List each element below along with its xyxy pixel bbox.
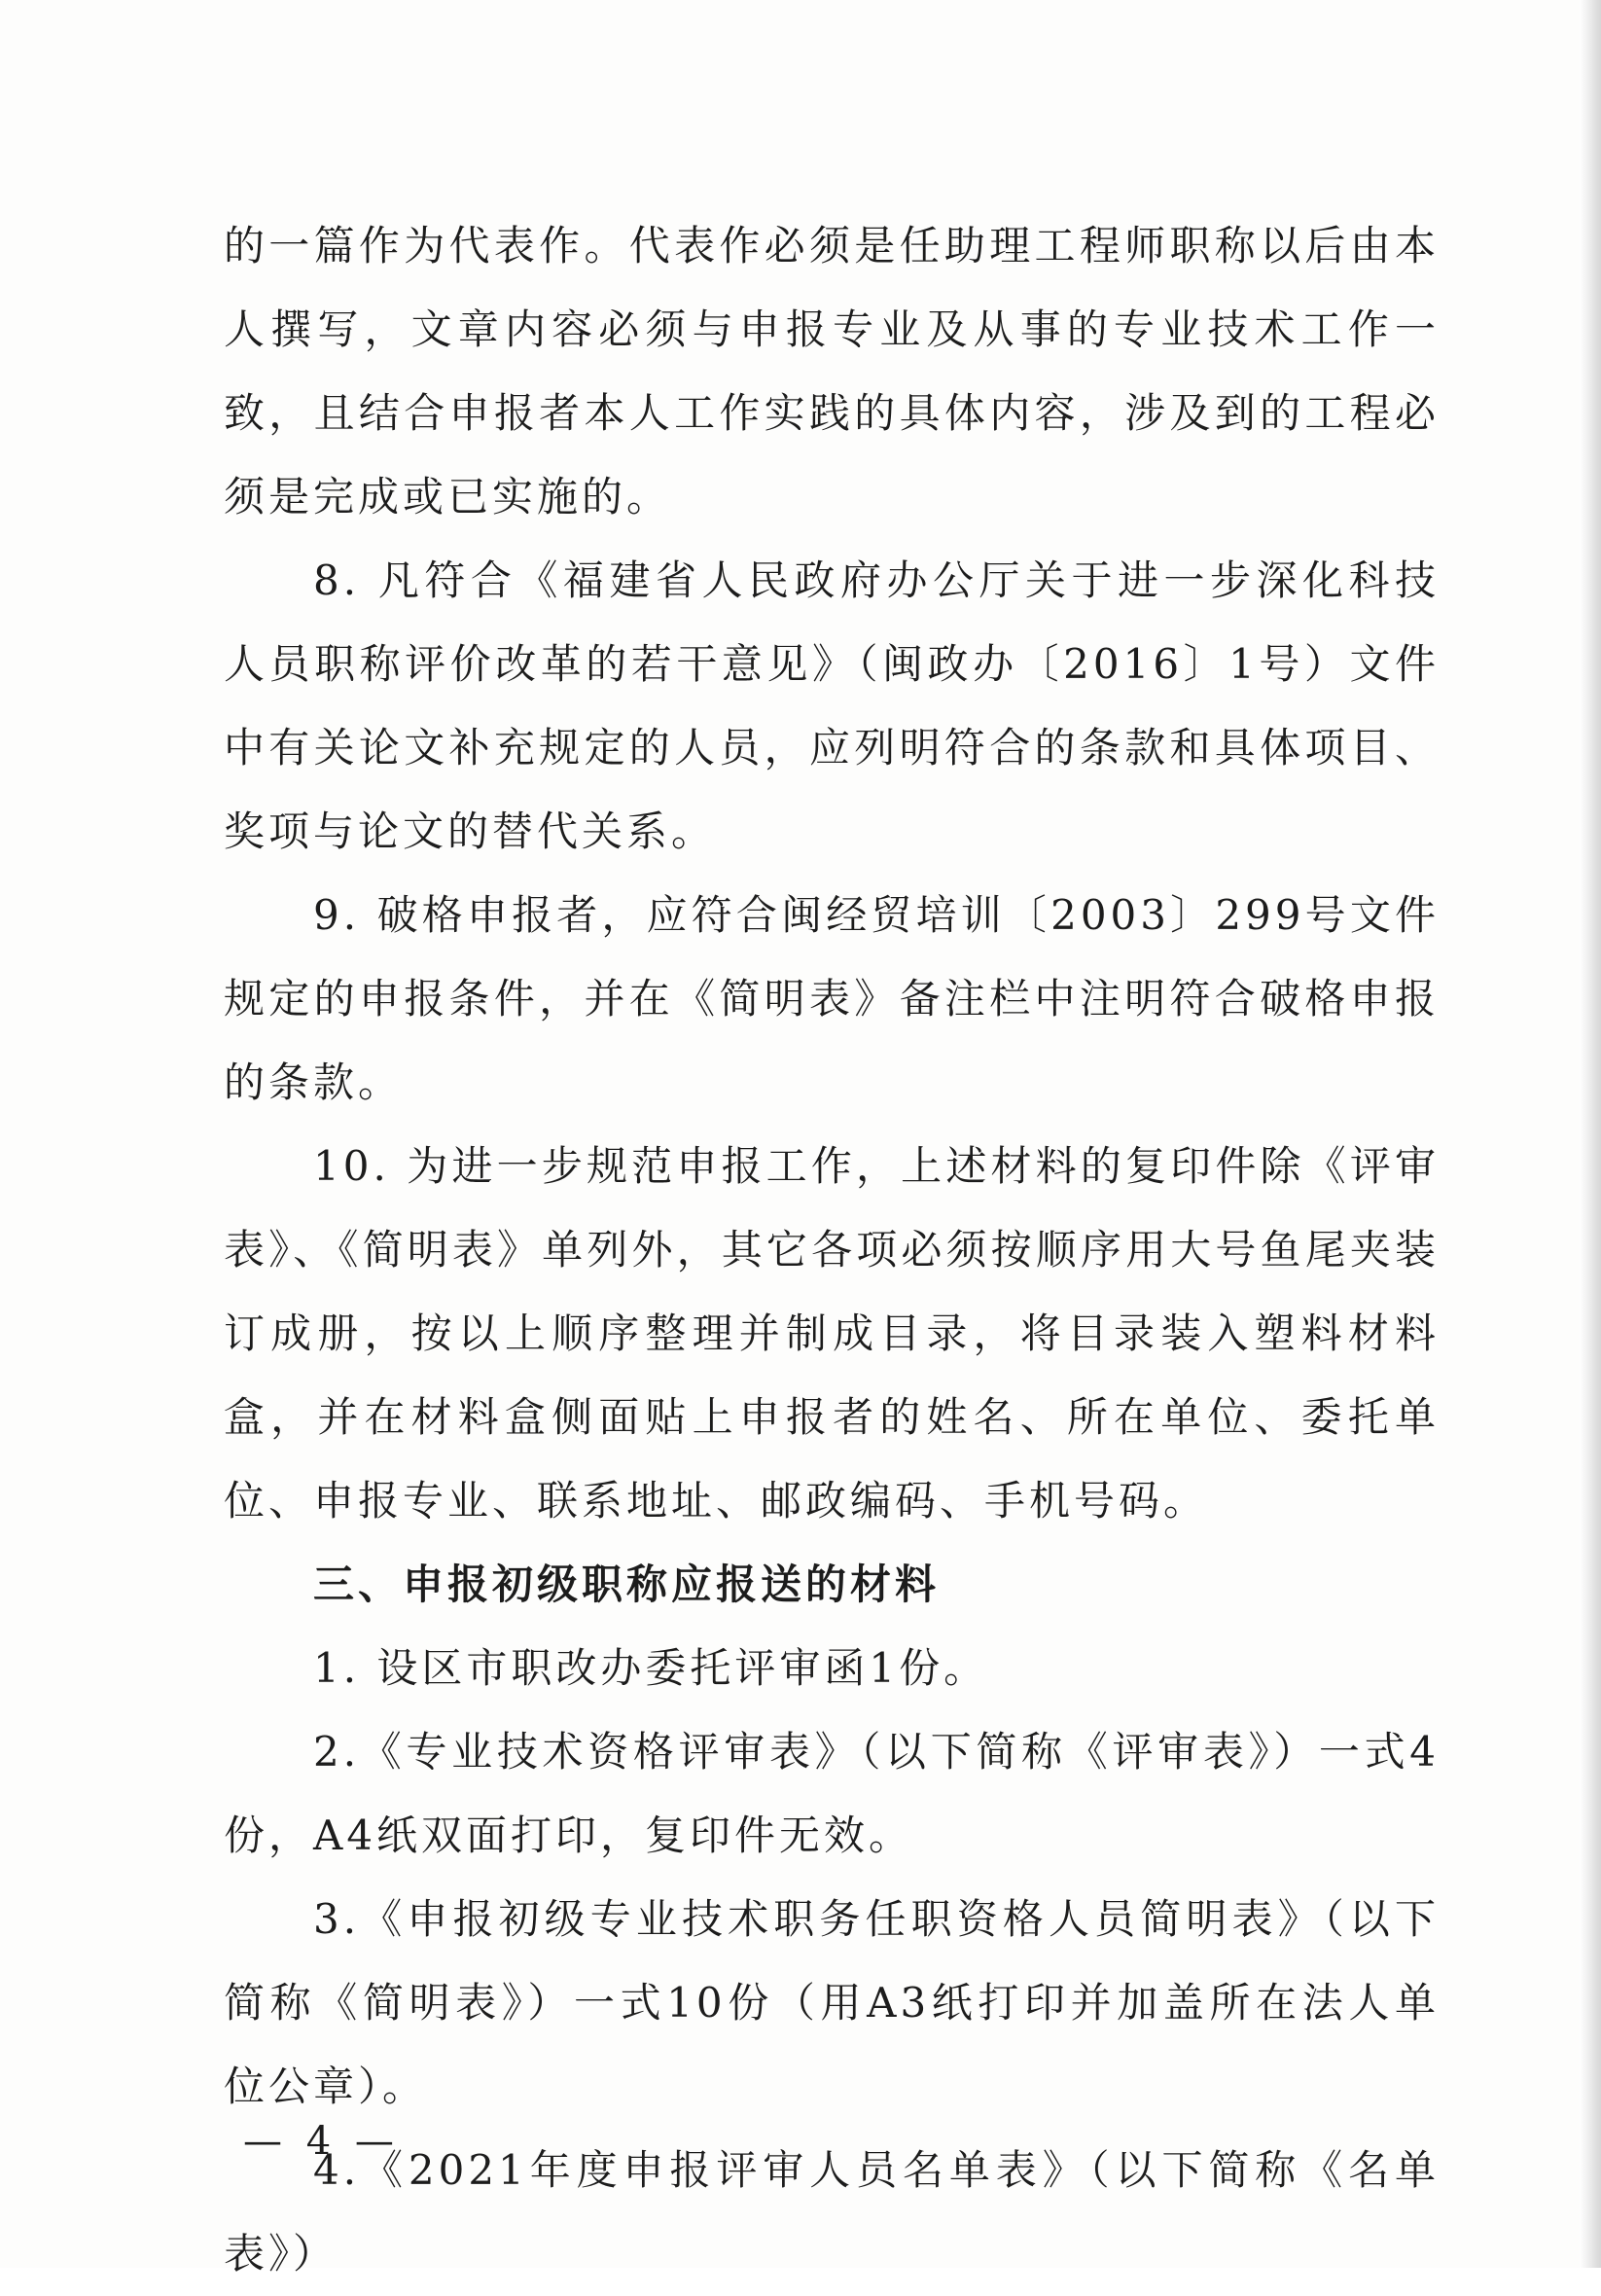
paragraph-continuation: 的一篇作为代表作。代表作必须是任助理工程师职称以后由本人撰写，文章内容必须与申报专业及从事的专业技术工作一致，且结合申报者本人工作实践的具体内容，涉及到的工程必须是完成或已实施的。 (224, 222, 1440, 520)
paragraph-item-9: 9. 破格申报者，应符合闽经贸培训〔2003〕299号文件规定的申报条件，并在《简明表》备注栏中注明符合破格申报的条款。 (224, 891, 1440, 1106)
scan-edge-shadow (1580, 0, 1601, 2268)
paragraph-item-10: 10. 为进一步规范申报工作，上述材料的复印件除《评审表》、《简明表》单列外，其它各项必须按顺序用大号鱼尾夹装订成册，按以上顺序整理并制成目录，将目录装入塑料材料盒，并在材料盒侧面贴上申报者的姓名、所在单位、委托单位、申报专业、联系地址、邮政编码、手机号码。 (224, 1142, 1440, 1525)
section-heading: 三、申报初级职称应报送的材料 (313, 1561, 941, 1608)
section-item-4: 4.《2021年度申报评审人员名单表》（以下简称《名单表》） (224, 2146, 1440, 2278)
paragraph-item-8: 8. 凡符合《福建省人民政府办公厅关于进一步深化科技人员职称评价改革的若干意见》（闽政办〔2016〕1号）文件中有关论文补充规定的人员，应列明符合的条款和具体项目、奖项与论文的替代关系。 (224, 556, 1440, 855)
section-item-1: 1. 设区市职改办委托评审函1份。 (313, 1644, 989, 1692)
section-item-2: 2.《专业技术资格评审表》（以下简称《评审表》）一式4份，A4纸双面打印，复印件无效。 (224, 1728, 1440, 1859)
document-body (224, 204, 1440, 2296)
page-number: — 4 — (243, 2119, 400, 2164)
section-item-3: 3.《申报初级专业技术职务任职资格人员简明表》（以下简称《简明表》）一式10份（用A3纸打印并加盖所在法人单位公章）。 (224, 1895, 1440, 2110)
